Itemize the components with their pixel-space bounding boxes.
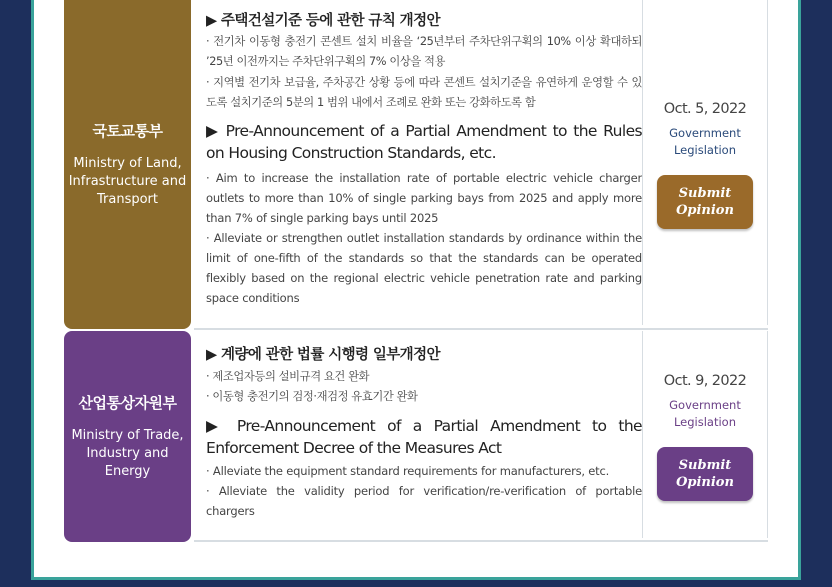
submission-cell — [644, 331, 766, 542]
legislation-row-land — [64, 0, 768, 329]
submission-cell — [644, 0, 766, 329]
deadline-date: Oct. 5, 2022 — [663, 100, 747, 117]
column-divider — [767, 0, 768, 325]
title-en: ▶ Pre-Announcement of a Partial Amendment to the Enforcement Decree of the Measures Act — [206, 417, 642, 457]
ministry-name-en: Ministry of Land, Infrastructure and Transport — [68, 156, 187, 207]
title-ko: ▶ 계량에 관한 법률 시행령 일부개정안 — [206, 347, 440, 363]
ministry-cell — [64, 331, 191, 542]
bullet-ko: · 전기차 이동형 충전기 콘센트 설치 비율을 ‘25년부터 주차단위구획의 10% 이상 확대하되 ’25년 이전까지는 주차단위구획의 7% 이상을 적용 — [206, 35, 642, 68]
column-divider — [767, 331, 768, 538]
bullet-ko: · 제조업자등의 설비규격 요건 완화 — [206, 370, 370, 383]
ministry-name-ko: 산업통상자원부 — [78, 394, 177, 412]
column-divider — [642, 331, 643, 538]
row-divider — [194, 328, 768, 330]
bullet-en: · Alleviate or strengthen outlet installation standards by ordinance within the limit of one-fifth of the standards so that the standards can be operated flexibly based on the regional electric vehicle penetration rate and parking space conditions — [206, 231, 642, 305]
bullet-en: · Alleviate the validity period for verification/re-verification of portable chargers — [206, 484, 642, 518]
bullet-en: · Alleviate the equipment standard requirements for manufacturers, etc. — [206, 464, 610, 478]
ministry-cell — [64, 0, 191, 329]
ministry-name-en: Ministry of Trade, Industry and Energy — [71, 428, 184, 479]
government-legislation-link[interactable]: Government Legislation — [669, 397, 741, 429]
ministry-name-ko: 국토교통부 — [92, 122, 163, 140]
legislation-content — [206, 331, 642, 542]
title-ko: ▶ 주택건설기준 등에 관한 규칙 개정안 — [206, 13, 440, 29]
bullet-ko: · 지역별 전기차 보급율, 주차공간 상황 등에 따라 콘센트 설치기준을 유연하게 운영할 수 있도록 설치기준의 5분의 1 범위 내에서 조례로 완화 또는 강화하도록 함 — [206, 76, 642, 109]
bullet-ko: · 이동형 충전기의 검정·재검정 유효기간 완화 — [206, 390, 418, 403]
title-en: ▶ Pre-Announcement of a Partial Amendment to the Rules on Housing Construction Standards, etc. — [206, 122, 642, 162]
legislation-content — [206, 0, 642, 329]
legislation-row-trade — [64, 331, 768, 542]
submit-opinion-button[interactable]: Submit Opinion — [657, 175, 753, 229]
column-divider — [642, 0, 643, 325]
submit-opinion-button[interactable]: Submit Opinion — [657, 447, 753, 501]
bullet-en: · Aim to increase the installation rate of portable electric vehicle charger outlets to more than 10% of single parking bays from 2025 and apply more than 7% of single parking bays until 2025 — [206, 171, 642, 225]
government-legislation-link[interactable]: Government Legislation — [669, 125, 741, 157]
row-divider — [194, 540, 768, 542]
deadline-date: Oct. 9, 2022 — [663, 372, 747, 389]
